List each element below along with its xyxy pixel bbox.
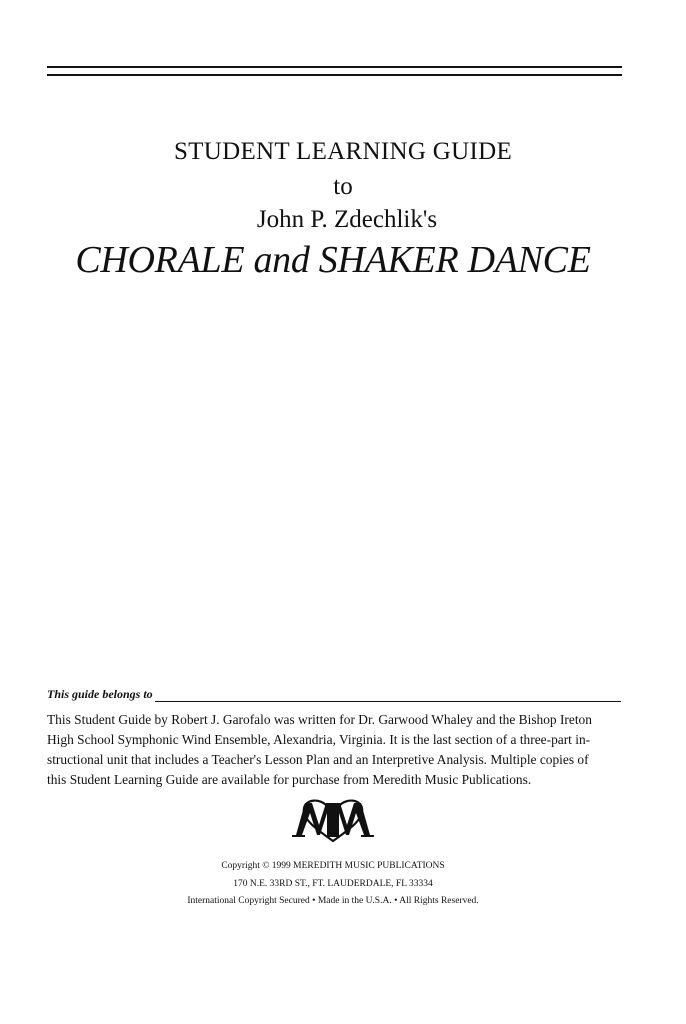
description-line: this Student Learning Guide are available for purchase from Meredith Music Publications. — [47, 772, 532, 787]
top-rule-lower — [47, 74, 622, 76]
description-line: structional unit that includes a Teacher's Lesson Plan and an Interpretive Analysis. Multiple copies of — [47, 752, 589, 767]
page-title: CHORALE and SHAKER DANCE — [75, 239, 591, 281]
rights-line: International Copyright Secured • Made in the U.S.A. • All Rights Reserved. — [187, 896, 479, 906]
owner-label: This guide belongs to — [47, 687, 153, 701]
owner-field — [47, 686, 621, 702]
owner-blank-line — [155, 689, 621, 702]
guide-heading-to: to — [333, 173, 353, 200]
description-paragraph — [47, 710, 621, 790]
copyright-line: Copyright © 1999 MEREDITH MUSIC PUBLICATIONS — [221, 861, 445, 871]
composer-name: John P. Zdechlik's — [256, 206, 438, 233]
publisher-address: 170 N.E. 33RD ST., FT. LAUDERDALE, FL 33334 — [233, 879, 433, 889]
description-line: This Student Guide by Robert J. Garofalo was written for Dr. Garwood Whaley and the Bishop Ireton — [47, 712, 592, 727]
meredith-music-logo-icon — [286, 797, 380, 843]
top-rule-upper — [47, 66, 622, 68]
description-line: High School Symphonic Wind Ensemble, Alexandria, Virginia. It is the last section of a three-part in- — [47, 732, 591, 747]
guide-heading: STUDENT LEARNING GUIDE — [173, 138, 513, 165]
